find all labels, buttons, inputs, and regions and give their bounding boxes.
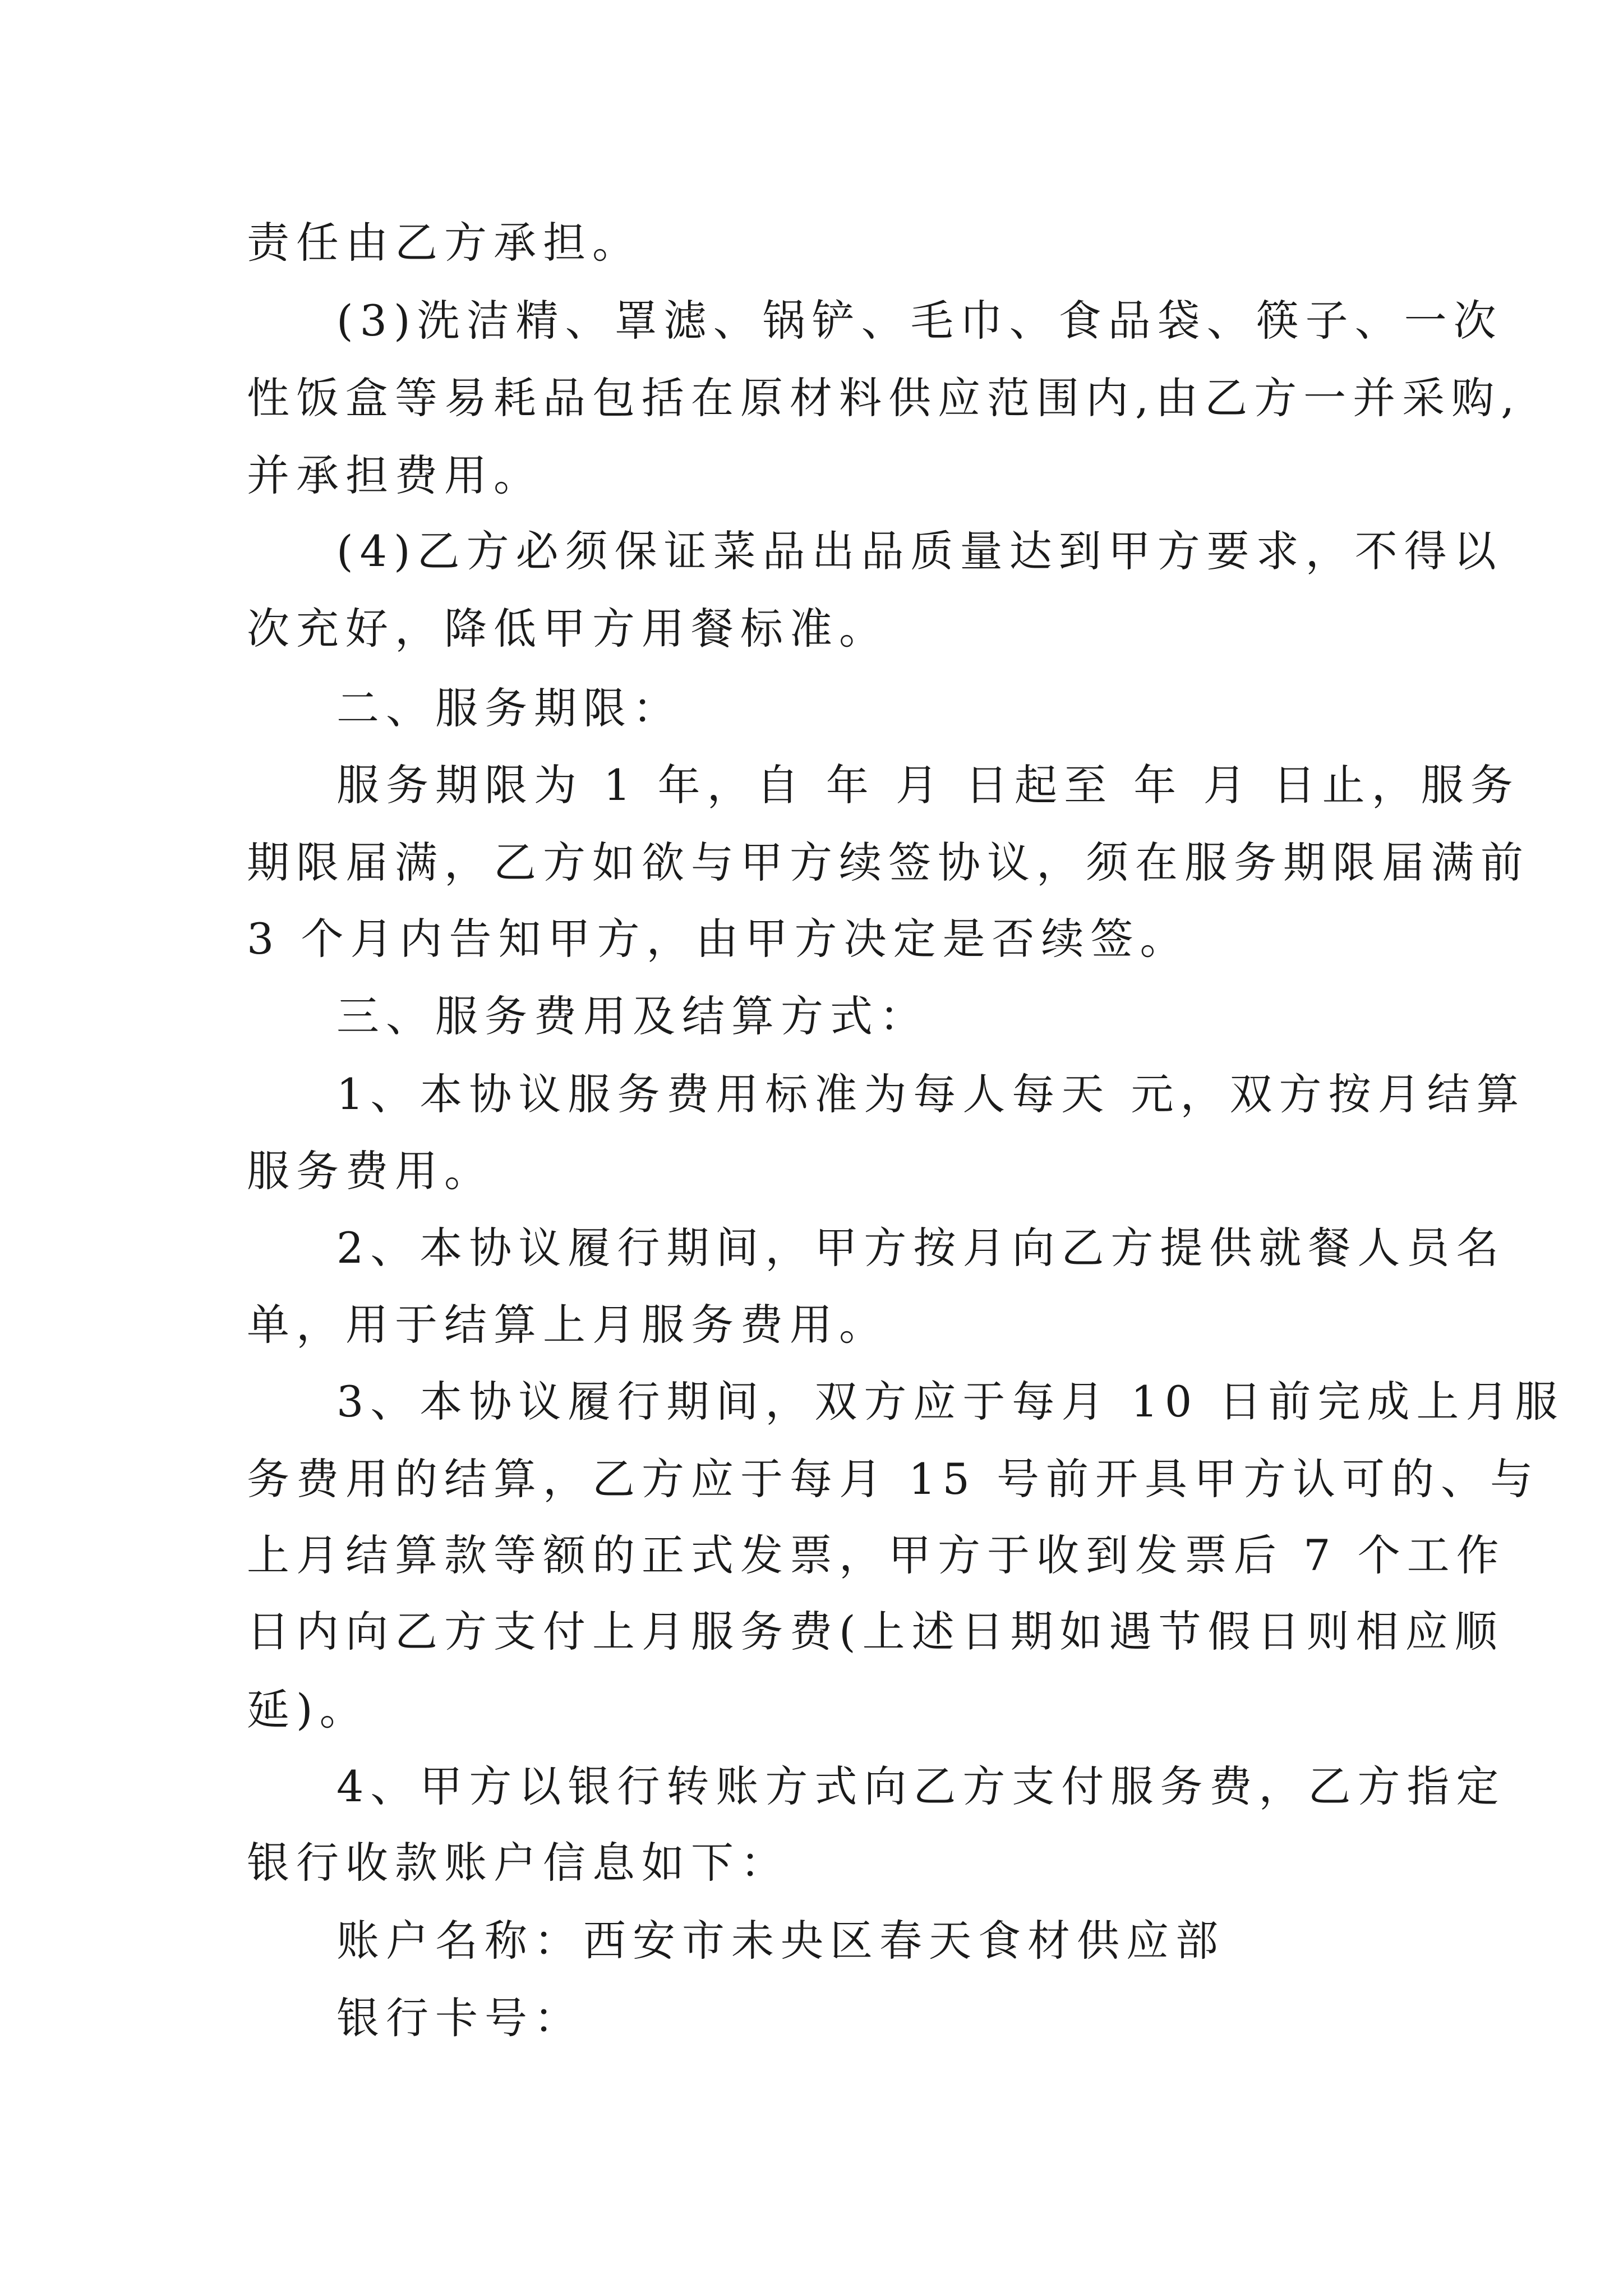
- text-line: 单，用于结算上月服务费用。: [247, 1300, 888, 1350]
- text-line: 次充好，降低甲方用餐标准。: [247, 604, 888, 654]
- text-line: 银行卡号：: [336, 1993, 583, 2043]
- text-line: 期限届满，乙方如欲与甲方续签协议，须在服务期限届满前: [247, 838, 1530, 887]
- text-line: 上月结算款等额的正式发票，甲方于收到发票后 7 个工作: [247, 1530, 1506, 1580]
- section-heading: 三、服务费用及结算方式：: [336, 991, 929, 1041]
- text-line: 务费用的结算，乙方应于每月 15 号前开具甲方认可的、与: [247, 1454, 1540, 1504]
- text-line: 性饭盒等易耗品包括在原材料供应范围内,由乙方一并采购,: [247, 373, 1521, 423]
- text-line: 3 个月内告知甲方，由甲方决定是否续签。: [247, 914, 1189, 964]
- text-line: 1、本协议服务费用标准为每人每天 元，双方按月结算: [336, 1069, 1526, 1119]
- section-heading: 二、服务期限：: [336, 683, 682, 733]
- text-line: (3)洗洁精、罩滤、锅铲、毛巾、食品袋、筷子、一次: [336, 296, 1503, 346]
- text-line: 3、本协议履行期间，双方应于每月 10 日前完成上月服: [336, 1377, 1565, 1427]
- text-line: 并承担费用。: [247, 450, 543, 500]
- text-line: 日内向乙方支付上月服务费(上述日期如遇节假日则相应顺: [247, 1607, 1504, 1657]
- text-line: (4)乙方必须保证菜品出品质量达到甲方要求，不得以: [336, 526, 1503, 576]
- text-line: 服务费用。: [247, 1146, 494, 1196]
- text-line: 账户名称：西安市未央区春天食材供应部: [336, 1916, 1225, 1966]
- text-line: 银行收款账户信息如下：: [247, 1838, 790, 1888]
- text-line: 服务期限为 1 年，自 年 月 日起至 年 月 日止，服务: [336, 760, 1520, 810]
- text-line: 2、本协议履行期间，甲方按月向乙方提供就餐人员名: [336, 1223, 1506, 1273]
- text-line: 责任由乙方承担。: [247, 218, 642, 268]
- text-line: 4、甲方以银行转账方式向乙方支付服务费，乙方指定: [336, 1761, 1506, 1811]
- text-line: 延)。: [247, 1685, 369, 1734]
